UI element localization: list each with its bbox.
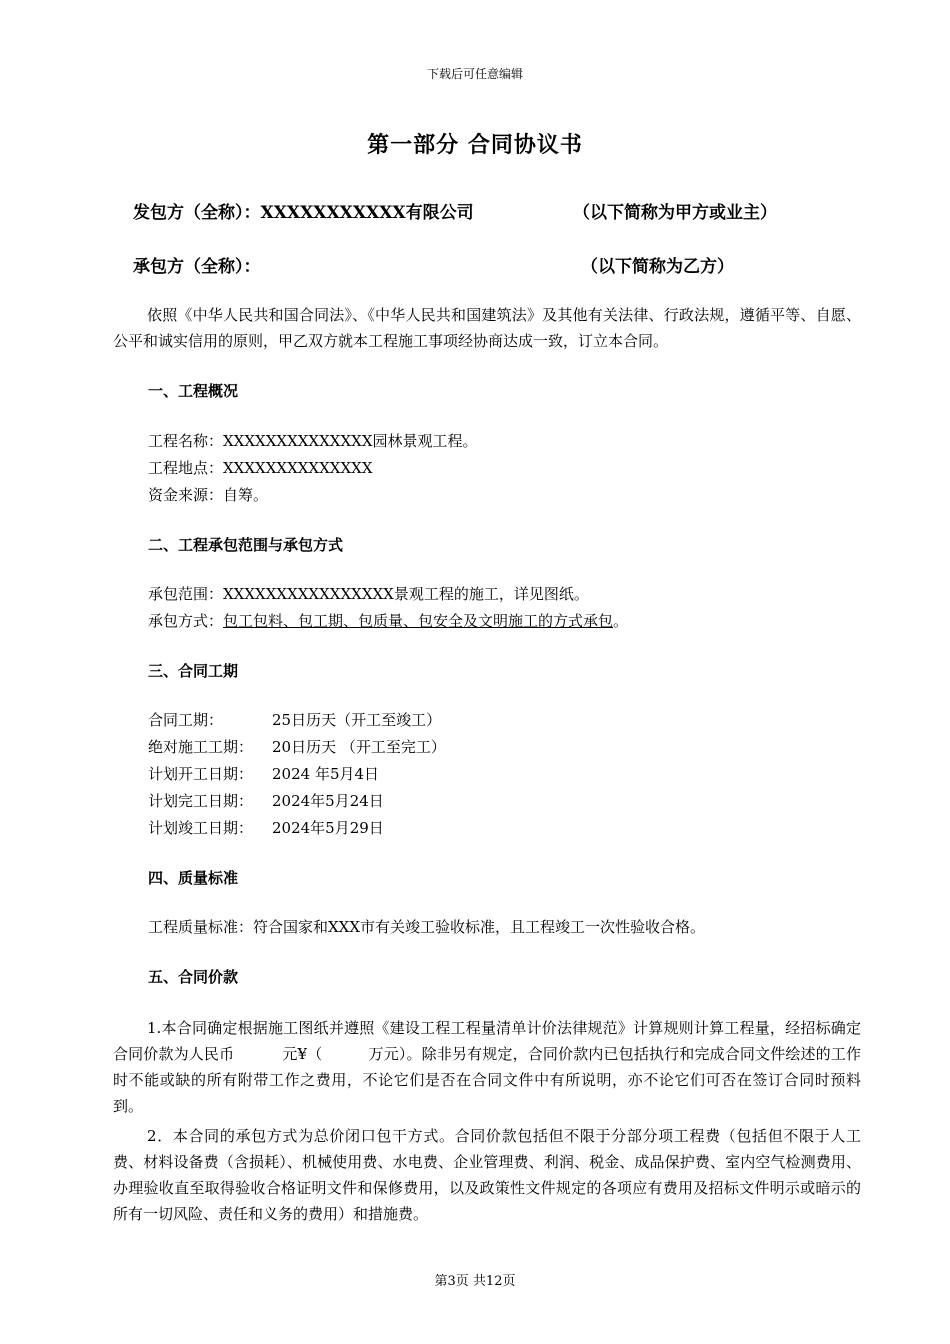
schedule-row: [148, 817, 384, 838]
schedule-value: 25日历天（开工至竣工）: [272, 711, 442, 729]
party-b-label: 承包方（全称）：: [133, 257, 261, 277]
section-1-heading: 一、工程概况: [148, 382, 239, 400]
section-3-heading: 三、合同工期: [148, 662, 239, 680]
contract-mode-end: 。: [613, 612, 629, 630]
price-text-a: 1.本合同确定根据施工图纸并遵照《建设工程工程量清单计价法律规范》计算规则计算工程量，经招标确定合同价款为人民币: [113, 1019, 861, 1063]
page-number: 第3页 共12页: [434, 1274, 516, 1289]
section-5-heading: 五、合同价款: [148, 968, 239, 986]
project-location: 工程地点：XXXXXXXXXXXXXX: [148, 459, 373, 477]
party-a-label: 发包方（全称）：XXXXXXXXXXX有限公司: [133, 203, 474, 223]
contract-mode: [148, 610, 628, 631]
schedule-row: [148, 763, 379, 784]
price-paragraph-1: [113, 1015, 861, 1119]
schedule-row: [148, 790, 384, 811]
schedule-label: 合同工期：: [148, 711, 224, 729]
schedule-value: 2024年5月29日: [272, 819, 384, 837]
schedule-label: 计划开工日期：: [148, 765, 254, 783]
schedule-row: [148, 709, 441, 730]
project-name: 工程名称：XXXXXXXXXXXXXX园林景观工程。: [148, 432, 478, 450]
funding-source: 资金来源：自筹。: [148, 486, 269, 504]
section-4-heading: 四、质量标准: [148, 869, 239, 887]
schedule-row: [148, 736, 446, 757]
schedule-value: 2024 年5月4日: [272, 765, 380, 783]
quality-standard: 工程质量标准：符合国家和XXX市有关竣工验收标准，且工程竣工一次性验收合格。: [148, 918, 706, 936]
intro-paragraph: 依照《中华人民共和国合同法》、《中华人民共和国建筑法》及其他有关法律、行政法规，遵循平等、自愿、公平和诚实信用的原则，甲乙双方就本工程施工事项经协商达成一致，订立本合同。: [113, 306, 861, 350]
contract-scope: 承包范围：XXXXXXXXXXXXXXXX景观工程的施工，详见图纸。: [148, 585, 589, 603]
schedule-value: 2024年5月24日: [272, 792, 384, 810]
price-text-b: 元¥（: [282, 1045, 323, 1063]
header-note: 下载后可任意编辑: [426, 67, 523, 81]
party-b-line: [133, 252, 734, 277]
schedule-label: 计划竣工日期：: [148, 819, 254, 837]
party-a-line: [133, 198, 777, 223]
party-b-alias: （以下简称为乙方）: [581, 257, 734, 277]
page-title: 第一部分 合同协议书: [367, 132, 583, 158]
contract-mode-label: 承包方式：: [148, 612, 224, 630]
price-text-c: 万元）。除非另有规定，合同价款内已包括执行和完成合同文件绘述的工作时不能或缺的所有附带工作之费用，不论它们是否在合同文件中有所说明，亦不论它们可否在签订合同时预料到。: [113, 1045, 861, 1115]
section-2-heading: 二、工程承包范围与承包方式: [148, 536, 344, 554]
schedule-value: 20日历天 （开工至完工）: [272, 738, 446, 756]
schedule-label: 计划完工日期：: [148, 792, 254, 810]
price-paragraph-2: 2．本合同的承包方式为总价闭口包干方式。合同价款包括但不限于分部分项工程费（包括但不限于人工费、材料设备费（含损耗）、机械使用费、水电费、企业管理费、利润、税金、成品保护费、室内空气检测费用、办理验收直至取得验收合格证明文件和保修费用，以及政策性文件规定的各项应有费用及招标文件明示或暗示的所有一切风险、责任和义务的费用）和措施费。: [113, 1127, 861, 1223]
schedule-label: 绝对施工工期：: [148, 738, 254, 756]
party-a-alias: （以下简称为甲方或业主）: [573, 203, 777, 223]
contract-mode-value: 包工包料、包工期、包质量、包安全及文明施工的方式承包: [223, 612, 614, 630]
